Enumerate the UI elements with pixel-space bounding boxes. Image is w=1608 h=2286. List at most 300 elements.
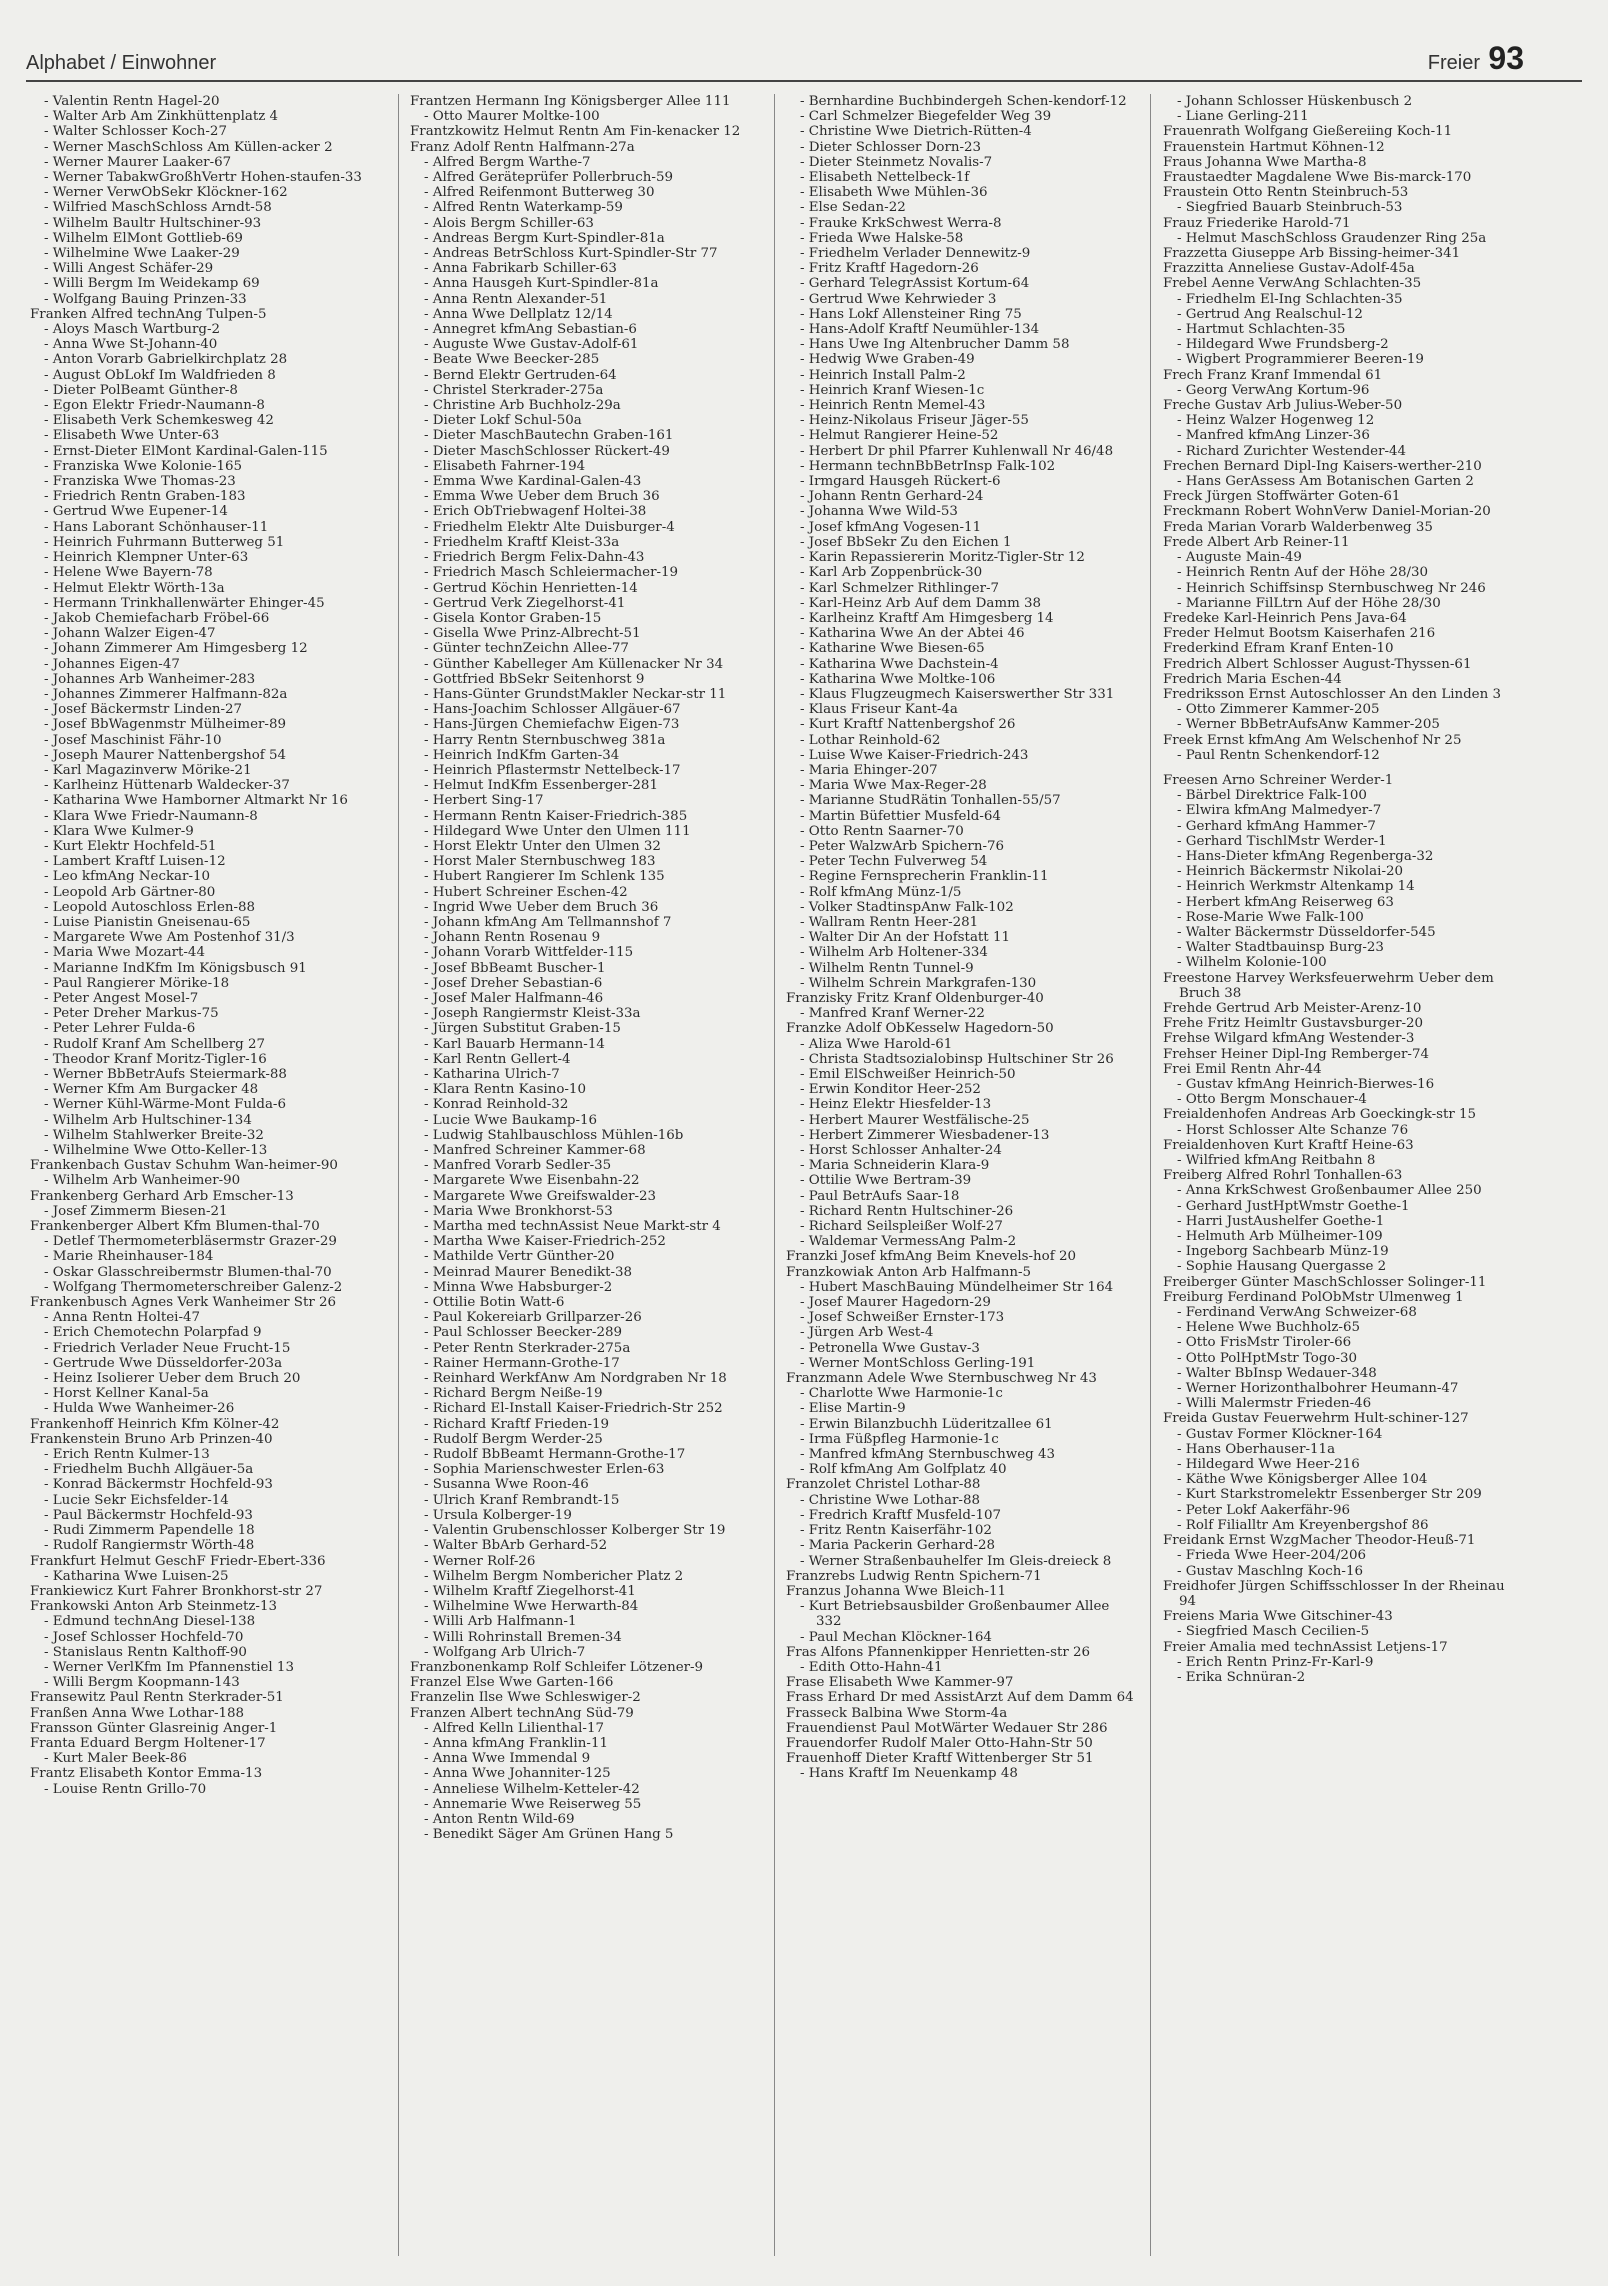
- directory-entry: Franzel Else Wwe Garten-166: [410, 1675, 614, 1691]
- directory-entry: - Otto PolHptMstr Togo-30: [1177, 1350, 1358, 1366]
- directory-entry: - Wilhelm Bergm Nombericher Platz 2: [424, 1568, 684, 1584]
- directory-entry: - Walter Schlosser Koch-27: [44, 124, 227, 140]
- directory-entry: - Sophia Marienschwester Erlen-63: [424, 1462, 665, 1478]
- directory-entry: - Alfred Rentn Waterkamp-59: [424, 200, 623, 216]
- directory-entry: - Alfred Reifenmont Butterweg 30: [424, 185, 655, 201]
- directory-entry: - Harri JustAushelfer Goethe-1: [1177, 1213, 1385, 1229]
- directory-entry: - Anneliese Wilhelm-Ketteler-42: [424, 1781, 640, 1797]
- directory-entry: - Werner Kühl-Wärme-Mont Fulda-6: [44, 1097, 286, 1113]
- directory-entry: - Annemarie Wwe Reiserweg 55: [424, 1796, 642, 1812]
- directory-entry: - Kurt Betriebsausbilder Großenbaumer Allee 332: [800, 1599, 1110, 1630]
- directory-entry: - Josef BbWagenmstr Mülheimer-89: [44, 717, 286, 733]
- directory-entry: Franzelin Ilse Wwe Schleswiger-2: [410, 1690, 641, 1706]
- directory-entry: - Konrad Bäckermstr Hochfeld-93: [44, 1477, 273, 1493]
- directory-entry: - Emil ElSchweißer Heinrich-50: [800, 1067, 1016, 1082]
- directory-entry: - Peter Lokf Aakerfähr-96: [1177, 1502, 1350, 1518]
- directory-entry: - Hubert Schreiner Eschen-42: [424, 884, 628, 900]
- directory-entry: - Karin Repassiererin Moritz-Tigler-Str 12: [800, 550, 1085, 566]
- directory-entry: - Heinrich Fuhrmann Butterweg 51: [44, 534, 285, 550]
- directory-entry: - Margarete Wwe Eisenbahn-22: [424, 1173, 640, 1189]
- directory-entry: - Hubert Rangierer Im Schlenk 135: [424, 869, 665, 885]
- directory-entry: - Otto Maurer Moltke-100: [424, 109, 600, 125]
- directory-entry: - Joseph Maurer Nattenbergshof 54: [44, 747, 287, 763]
- directory-entry: Frehse Wilgard kfmAng Westender-3: [1163, 1031, 1415, 1047]
- directory-entry: - Margarete Wwe Greifswalder-23: [424, 1188, 657, 1204]
- directory-entry: - Hildegard Wwe Heer-216: [1177, 1457, 1360, 1473]
- directory-entry: Franzus Johanna Wwe Bleich-11: [786, 1583, 1007, 1599]
- directory-entry: - Joseph Rangiermstr Kleist-33a: [424, 1006, 641, 1022]
- directory-entry: - Heinrich Werkmstr Altenkamp 14: [1177, 879, 1415, 895]
- directory-entry: - Herbert Maurer Westfälische-25: [800, 1112, 1030, 1128]
- directory-entry: - Klara Rentn Kasino-10: [424, 1082, 586, 1098]
- directory-entry: Freida Gustav Feuerwehrm Hult-schiner-127: [1163, 1411, 1469, 1427]
- directory-entry: - Ferdinand VerwAng Schweizer-68: [1177, 1305, 1417, 1321]
- directory-entry: - Richard Kraftf Frieden-19: [424, 1416, 610, 1432]
- directory-entry: - Johann Rentn Gerhard-24: [800, 489, 984, 505]
- directory-entry: - Walter BbArb Gerhard-52: [424, 1538, 608, 1554]
- directory-entry: - Werner BbBetrAufsAnw Kammer-205: [1177, 717, 1440, 733]
- directory-entry: - Fritz Kraftf Hagedorn-26: [800, 261, 979, 277]
- directory-entry: - Walter BbInsp Wedauer-348: [1177, 1365, 1377, 1381]
- directory-entry: - Karl Rentn Gellert-4: [424, 1051, 571, 1067]
- directory-entry: - Martha Wwe Kaiser-Friedrich-252: [424, 1234, 666, 1250]
- directory-entry: - Maria Schneiderin Klara-9: [800, 1158, 990, 1174]
- directory-entry: - Dieter MaschBautechn Graben-161: [424, 428, 674, 444]
- directory-entry: - Wilhelmine Wwe Laaker-29: [44, 246, 240, 262]
- directory-entry: - Rolf kfmAng Am Golfplatz 40: [800, 1462, 1007, 1478]
- directory-entry: - Horst Schlosser Alte Schanze 76: [1177, 1122, 1409, 1138]
- directory-entry: Freesen Arno Schreiner Werder-1: [1163, 772, 1394, 788]
- directory-entry: Freiburg Ferdinand PolObMstr Ulmenweg 1: [1163, 1289, 1464, 1305]
- directory-entry: - Katharina Wwe Moltke-106: [800, 671, 996, 687]
- directory-entry: Fraus Johanna Wwe Martha-8: [1163, 154, 1367, 170]
- directory-entry: Frankowski Anton Arb Steinmetz-13: [30, 1599, 277, 1615]
- directory-entry: - Lambert Kraftf Luisen-12: [44, 854, 226, 870]
- directory-entry: - Wallram Rentn Heer-281: [800, 914, 979, 930]
- directory-entry: - Ulrich Kranf Rembrandt-15: [424, 1492, 620, 1508]
- directory-entry: - Josef Maurer Hagedorn-29: [800, 1295, 991, 1311]
- directory-entry: - Hans-Dieter kfmAng Regenberga-32: [1177, 848, 1434, 864]
- directory-entry: Franzisky Fritz Kranf Oldenburger-40: [786, 990, 1044, 1006]
- directory-entry: Freialdenhoven Kurt Kraftf Heine-63: [1163, 1137, 1414, 1153]
- directory-entry: Freialdenhofen Andreas Arb Goeckingk-str 15: [1163, 1107, 1477, 1123]
- directory-entry: - Anton Vorarb Gabrielkirchplatz 28: [44, 352, 288, 368]
- directory-entry: - Anna kfmAng Franklin-11: [424, 1735, 608, 1751]
- directory-entry: Frasseck Balbina Wwe Storm-4a: [786, 1705, 1008, 1721]
- directory-entry: Frankenbach Gustav Schuhm Wan-heimer-90: [30, 1158, 338, 1174]
- directory-entry: - Marianne IndKfm Im Königsbusch 91: [44, 960, 307, 976]
- directory-entry: - Gertrud Verk Ziegelhorst-41: [424, 595, 626, 611]
- directory-entry: Franzen Albert technAng Süd-79: [410, 1705, 634, 1721]
- directory-entry: - Friedrich Verlader Neue Frucht-15: [44, 1340, 291, 1356]
- directory-entry: - Bärbel Direktrice Falk-100: [1177, 788, 1367, 804]
- directory-entry: Frehe Fritz Heimltr Gustavsburger-20: [1163, 1016, 1424, 1032]
- directory-entry: - Willi Arb Halfmann-1: [424, 1614, 577, 1630]
- directory-entry: - Elise Martin-9: [800, 1401, 906, 1417]
- directory-entry: - Josef Bäckermstr Linden-27: [44, 702, 243, 718]
- directory-entry: - Annegret kfmAng Sebastian-6: [424, 322, 637, 338]
- directory-entry: Fras Alfons Pfannenkipper Henrietten-str 26: [786, 1644, 1091, 1660]
- column-divider: [1150, 94, 1151, 2256]
- directory-entry: - Richard Rentn Hultschiner-26: [800, 1203, 1014, 1219]
- directory-entry: Frede Albert Arb Reiner-11: [1163, 534, 1350, 550]
- directory-entry: - Klara Wwe Kulmer-9: [44, 823, 194, 839]
- directory-entry: - Volker StadtinspAnw Falk-102: [800, 899, 1014, 915]
- directory-entry: - Wilhelm ElMont Gottlieb-69: [44, 230, 243, 246]
- directory-entry: Frechen Bernard Dipl-Ing Kaisers-werther-210: [1163, 458, 1482, 474]
- directory-entry: - Dieter MaschSchlosser Rückert-49: [424, 443, 670, 459]
- directory-entry: - Ingeborg Sachbearb Münz-19: [1177, 1244, 1389, 1260]
- directory-entry: - Friedhelm El-Ing Schlachten-35: [1177, 291, 1403, 307]
- directory-entry: Franßen Anna Wwe Lothar-188: [30, 1705, 245, 1721]
- directory-entry: - Karlheinz Kraftf Am Himgesberg 14: [800, 610, 1054, 626]
- directory-entry: - Else Sedan-22: [800, 200, 906, 216]
- directory-entry: - Hans-Günter GrundstMakler Neckar-str 11: [424, 686, 727, 702]
- directory-entry: - Werner MaschSchloss Am Küllen-acker 2: [44, 139, 333, 155]
- directory-entry: - Otto FrisMstr Tiroler-66: [1177, 1335, 1352, 1351]
- directory-entry: Franta Eduard Bergm Holtener-17: [30, 1735, 266, 1751]
- directory-entry: - Susanna Wwe Roon-46: [424, 1477, 589, 1493]
- directory-entry: - Charlotte Wwe Harmonie-1c: [800, 1386, 1003, 1402]
- running-keyword: Freier: [1427, 52, 1480, 74]
- directory-column-1: [30, 94, 380, 2262]
- directory-entry: Frantzkowitz Helmut Rentn Am Fin-kenacker 12: [410, 124, 741, 140]
- directory-entry: - Carl Schmelzer Biegefelder Weg 39: [800, 109, 1052, 125]
- directory-entry: Frauendienst Paul MotWärter Wedauer Str 286: [786, 1720, 1108, 1736]
- directory-entry: - Karl Schmelzer Rithlinger-7: [800, 580, 1000, 596]
- directory-entry: - Friedrich Bergm Felix-Dahn-43: [424, 550, 645, 566]
- directory-entry: - Hans-Jürgen Chemiefachw Eigen-73: [424, 717, 680, 733]
- directory-entry: - Johannes Arb Wanheimer-283: [44, 671, 256, 687]
- directory-entry: - Liane Gerling-211: [1177, 109, 1309, 125]
- directory-entry: Freckmann Robert WohnVerw Daniel-Morian-20: [1163, 504, 1491, 520]
- directory-entry: Fredrich Albert Schlosser August-Thyssen-61: [1163, 656, 1472, 672]
- directory-entry: - Hans Laborant Schönhauser-11: [44, 519, 269, 535]
- directory-entry: - Paul Rangierer Mörike-18: [44, 975, 230, 991]
- directory-entry: - Hubert MaschBauing Mündelheimer Str 164: [800, 1279, 1114, 1295]
- directory-entry: - August ObLokf Im Waldfrieden 8: [44, 367, 276, 383]
- directory-entry: - Elisabeth Wwe Mühlen-36: [800, 185, 988, 201]
- directory-entry: - Willi Bergm Koopmann-143: [44, 1675, 240, 1691]
- directory-entry: - Paul BetrAufs Saar-18: [800, 1188, 960, 1204]
- directory-entry: - Aloys Masch Wartburg-2: [44, 322, 221, 338]
- directory-entry: Fredrich Maria Eschen-44: [1163, 671, 1342, 687]
- directory-entry: - Johannes Eigen-47: [44, 656, 180, 672]
- directory-entry: - Alois Bergm Schiller-63: [424, 215, 594, 231]
- directory-entry: Freder Helmut Bootsm Kaiserhafen 216: [1163, 626, 1436, 642]
- directory-entry: - Walter Arb Am Zinkhüttenplatz 4: [44, 109, 279, 125]
- directory-entry: - Katharina Wwe An der Abtei 46: [800, 626, 1025, 642]
- directory-entry: - Johann kfmAng Am Tellmannshof 7: [424, 914, 672, 930]
- directory-entry: Frankenstein Bruno Arb Prinzen-40: [30, 1431, 273, 1447]
- directory-entry: - Kurt Starkstromelektr Essenberger Str 209: [1177, 1487, 1482, 1503]
- directory-entry: - Heinz Elektr Hiesfelder-13: [800, 1097, 992, 1113]
- directory-column-4: [1163, 94, 1513, 2262]
- directory-entry: - Elisabeth Wwe Unter-63: [44, 428, 220, 444]
- directory-entry: - Frieda Wwe Halske-58: [800, 230, 964, 246]
- directory-entry: Frankenbusch Agnes Verk Wanheimer Str 26: [30, 1295, 337, 1311]
- directory-entry: - Leopold Autoschloss Erlen-88: [44, 899, 256, 915]
- directory-entry: - Erwin Konditor Heer-252: [800, 1082, 981, 1098]
- header-rule: [26, 80, 1582, 82]
- directory-entry: - Katharina Wwe Hamborner Altmarkt Nr 16: [44, 793, 348, 809]
- directory-entry: - Helene Wwe Buchholz-65: [1177, 1320, 1360, 1336]
- directory-entry: - Oskar Glasschreibermstr Blumen-thal-70: [44, 1264, 332, 1280]
- directory-entry: - Manfred kfmAng Linzer-36: [1177, 428, 1370, 444]
- directory-entry: - Maria Wwe Mozart-44: [44, 945, 205, 961]
- directory-entry: - Josef Schweißer Ernster-173: [800, 1310, 1005, 1326]
- directory-entry: - Anna KrkSchwest Großenbaumer Allee 250: [1177, 1183, 1482, 1199]
- directory-entry: - Helmut MaschSchloss Graudenzer Ring 25a: [1177, 230, 1487, 246]
- directory-entry: - Rudolf Kranf Am Schellberg 27: [44, 1036, 266, 1052]
- directory-entry: - Werner Kfm Am Burgacker 48: [44, 1082, 259, 1098]
- directory-entry: Freidhofer Jürgen Schiffsschlosser In der Rheinau 94: [1163, 1578, 1505, 1609]
- directory-entry: - Helmut Elektr Wörth-13a: [44, 580, 225, 596]
- directory-entry: - Hermann technBbBetrInsp Falk-102: [800, 458, 1056, 474]
- directory-entry: - Wilfried MaschSchloss Arndt-58: [44, 200, 272, 216]
- directory-entry: - Ernst-Dieter ElMont Kardinal-Galen-115: [44, 443, 328, 459]
- directory-entry: - Harry Rentn Sternbuschweg 381a: [424, 732, 666, 748]
- directory-entry: - Christine Wwe Dietrich-Rütten-4: [800, 124, 1032, 140]
- directory-entry: Franzke Adolf ObKesselw Hagedorn-50: [786, 1021, 1054, 1037]
- directory-entry: - Manfred Schreiner Kammer-68: [424, 1143, 646, 1159]
- directory-column-3: [786, 94, 1136, 2262]
- directory-entry: - Horst Elektr Unter den Ulmen 32: [424, 838, 661, 854]
- directory-entry: - Irmgard Hausgeh Rückert-6: [800, 474, 1001, 490]
- directory-entry: - Peter Lehrer Fulda-6: [44, 1021, 196, 1037]
- directory-entry: - Helmuth Arb Mülheimer-109: [1177, 1229, 1383, 1245]
- directory-entry: - Gottfried BbSekr Seitenhorst 9: [424, 671, 645, 687]
- directory-entry: - Hermann Rentn Kaiser-Friedrich-385: [424, 808, 688, 824]
- directory-entry: Franzmann Adele Wwe Sternbuschweg Nr 43: [786, 1371, 1097, 1387]
- directory-entry: Freiberger Günter MaschSchlosser Solinger-11: [1163, 1274, 1487, 1290]
- directory-entry: - Hans-Joachim Schlosser Allgäuer-67: [424, 702, 681, 718]
- directory-entry: - Heinz-Nikolaus Friseur Jäger-55: [800, 413, 1029, 429]
- directory-entry: Frantzen Hermann Ing Königsberger Allee 111: [410, 94, 731, 109]
- directory-entry: - Fredrich Kraftf Musfeld-107: [800, 1507, 1001, 1523]
- directory-entry: - Georg VerwAng Kortum-96: [1177, 382, 1370, 398]
- directory-entry: - Gertrud Ang Realschul-12: [1177, 306, 1363, 322]
- directory-entry: - Hildegard Wwe Unter den Ulmen 111: [424, 823, 691, 839]
- directory-entry: Franzki Josef kfmAng Beim Knevels-hof 20: [786, 1249, 1076, 1265]
- directory-entry: Frauenstein Hartmut Köhnen-12: [1163, 139, 1385, 155]
- directory-entry: - Wilhelm Arb Wanheimer-90: [44, 1173, 241, 1189]
- directory-entry: - Erich Chemotechn Polarpfad 9: [44, 1325, 262, 1341]
- directory-entry: - Johann Zimmerer Am Himgesberg 12: [44, 641, 308, 657]
- directory-entry: - Edith Otto-Hahn-41: [800, 1659, 943, 1675]
- directory-entry: - Katharina Ulrich-7: [424, 1067, 560, 1082]
- directory-entry: Frehser Heiner Dipl-Ing Remberger-74: [1163, 1046, 1429, 1062]
- directory-entry: - Maria Wwe Max-Reger-28: [800, 778, 987, 794]
- directory-entry: - Paul Rentn Schenkendorf-12: [1177, 747, 1380, 763]
- directory-entry: - Elwira kfmAng Malmedyer-7: [1177, 803, 1382, 819]
- directory-entry: - Heinrich Pflastermstr Nettelbeck-17: [424, 762, 681, 778]
- directory-entry: Frederkind Efram Kranf Enten-10: [1163, 641, 1394, 657]
- directory-entry: - Werner TabakwGroßhVertr Hohen-staufen-33: [44, 170, 362, 186]
- directory-entry: Freche Gustav Arb Julius-Weber-50: [1163, 398, 1403, 414]
- directory-entry: - Günter technZeichn Allee-77: [424, 641, 629, 657]
- directory-entry: - Luise Pianistin Gneisenau-65: [44, 914, 251, 930]
- directory-entry: - Peter Rentn Sterkrader-275a: [424, 1340, 631, 1356]
- directory-entry: - Heinrich Schiffsinsp Sternbuschweg Nr 246: [1177, 580, 1486, 596]
- directory-entry: - Anna Wwe Immendal 9: [424, 1751, 591, 1767]
- directory-entry: - Marianne FilLtrn Auf der Höhe 28/30: [1177, 595, 1441, 611]
- directory-entry: - Reinhard WerkfAnw Am Nordgraben Nr 18: [424, 1371, 727, 1387]
- directory-entry: - Anton Rentn Wild-69: [424, 1811, 575, 1827]
- directory-entry: - Gisella Wwe Prinz-Albrecht-51: [424, 626, 641, 642]
- directory-entry: Freidank Ernst WzgMacher Theodor-Heuß-71: [1163, 1533, 1476, 1549]
- directory-entry: - Heinrich IndKfm Garten-34: [424, 747, 620, 763]
- directory-entry: - Gerhard kfmAng Hammer-7: [1177, 818, 1376, 834]
- directory-entry: - Erika Schnüran-2: [1177, 1669, 1306, 1685]
- directory-entry: - Josef Zimmerm Biesen-21: [44, 1203, 228, 1219]
- directory-entry: - Elisabeth Nettelbeck-1f: [800, 170, 970, 186]
- directory-entry: - Hermann Trinkhallenwärter Ehinger-45: [44, 595, 325, 611]
- directory-entry: - Wigbert Programmierer Beeren-19: [1177, 352, 1424, 368]
- directory-entry: - Rudolf Rangiermstr Wörth-48: [44, 1538, 255, 1554]
- directory-entry: - Hulda Wwe Wanheimer-26: [44, 1401, 235, 1417]
- directory-entry: - Stanislaus Rentn Kalthoff-90: [44, 1644, 247, 1660]
- directory-entry: Franzolet Christel Lothar-88: [786, 1477, 981, 1493]
- directory-entry: - Konrad Reinhold-32: [424, 1097, 569, 1113]
- directory-entry: - Meinrad Maurer Benedikt-38: [424, 1264, 633, 1280]
- directory-entry: - Anna Wwe Dellplatz 12/14: [424, 306, 613, 322]
- directory-entry: - Wilhelm Schrein Markgrafen-130: [800, 975, 1037, 991]
- directory-entry: Fransewitz Paul Rentn Sterkrader-51: [30, 1690, 284, 1706]
- directory-entry: - Gerhard JustHptWmstr Goethe-1: [1177, 1198, 1410, 1214]
- directory-entry: - Johanna Wwe Wild-53: [800, 504, 958, 520]
- directory-entry: - Heinrich Rentn Auf der Höhe 28/30: [1177, 565, 1429, 581]
- directory-entry: Frazzitta Anneliese Gustav-Adolf-45a: [1163, 261, 1415, 277]
- directory-entry: - Dieter PolBeamt Günther-8: [44, 382, 238, 398]
- directory-entry: - Ursula Kolberger-19: [424, 1507, 572, 1523]
- directory-entry: - Rainer Hermann-Grothe-17: [424, 1355, 620, 1371]
- directory-entry: - Paul Bäckermstr Hochfeld-93: [44, 1507, 253, 1523]
- directory-entry: - Peter WalzwArb Spichern-76: [800, 838, 1005, 854]
- directory-entry: Fransson Günter Glasreinig Anger-1: [30, 1720, 278, 1736]
- directory-entry: - Hildegard Wwe Frundsberg-2: [1177, 337, 1389, 353]
- directory-entry: - Hartmut Schlachten-35: [1177, 322, 1346, 338]
- directory-entry: - Siegfried Masch Cecilien-5: [1177, 1624, 1370, 1640]
- directory-entry: - Johann Rentn Rosenau 9: [424, 930, 601, 946]
- directory-entry: - Jürgen Arb West-4: [800, 1325, 934, 1341]
- directory-entry: - Walter Stadtbauinsp Burg-23: [1177, 940, 1384, 956]
- directory-entry: - Luise Wwe Kaiser-Friedrich-243: [800, 747, 1029, 763]
- directory-entry: Frankfurt Helmut GeschF Friedr-Ebert-336: [30, 1553, 326, 1569]
- directory-entry: - Friedhelm Verlader Dennewitz-9: [800, 246, 1031, 262]
- directory-entry: - Katharina Wwe Luisen-25: [44, 1568, 229, 1584]
- directory-entry: - Katharina Wwe Dachstein-4: [800, 656, 999, 672]
- directory-entry: - Paul Schlosser Beecker-289: [424, 1325, 623, 1341]
- directory-entry: - Josef BbBeamt Buscher-1: [424, 960, 606, 976]
- directory-entry: - Erich Rentn Kulmer-13: [44, 1447, 210, 1463]
- directory-entry: - Ottilie Botin Watt-6: [424, 1295, 565, 1311]
- directory-entry: - Gertrud Wwe Kehrwieder 3: [800, 291, 997, 307]
- directory-entry: - Mathilde Vertr Günther-20: [424, 1249, 615, 1265]
- directory-entry: - Christine Arb Buchholz-29a: [424, 398, 621, 414]
- directory-entry: - Herbert Dr phil Pfarrer Kuhlenwall Nr 46/48: [800, 443, 1114, 459]
- directory-entry: - Beate Wwe Beecker-285: [424, 352, 600, 368]
- directory-entry: - Marianne StudRätin Tonhallen-55/57: [800, 793, 1061, 809]
- directory-entry: - Franziska Wwe Thomas-23: [44, 474, 236, 490]
- directory-entry: - Alfred Kelln Lilienthal-17: [424, 1720, 604, 1736]
- directory-entry: - Alfred Geräteprüfer Pollerbruch-59: [424, 170, 673, 186]
- directory-entry: - Walter Dir An der Hofstatt 11: [800, 930, 1010, 946]
- directory-entry: - Gustav Former Klöckner-164: [1177, 1426, 1383, 1442]
- directory-entry: - Josef Maschinist Fähr-10: [44, 732, 222, 748]
- directory-entry: - Wilhelmine Wwe Herwarth-84: [424, 1599, 639, 1615]
- directory-entry: - Theodor Kranf Moritz-Tigler-16: [44, 1051, 267, 1067]
- directory-entry: Frauenhoff Dieter Kraftf Wittenberger Str 51: [786, 1751, 1094, 1767]
- directory-entry: - Karlheinz Hüttenarb Waldecker-37: [44, 778, 290, 794]
- directory-entry: - Hans Kraftf Im Neuenkamp 48: [800, 1766, 1018, 1782]
- directory-entry: - Fritz Rentn Kaiserfähr-102: [800, 1523, 992, 1539]
- directory-entry: - Paul Mechan Klöckner-164: [800, 1629, 992, 1645]
- directory-entry: - Ottilie Wwe Bertram-39: [800, 1173, 972, 1189]
- directory-entry: - Leo kfmAng Neckar-10: [44, 869, 211, 885]
- directory-entry: - Johann Vorarb Wittfelder-115: [424, 945, 634, 961]
- directory-entry: - Friedrich Masch Schleiermacher-19: [424, 565, 679, 581]
- directory-entry: - Auguste Main-49: [1177, 550, 1302, 566]
- directory-entry: Frehde Gertrud Arb Meister-Arenz-10: [1163, 1000, 1422, 1016]
- directory-column-2: [410, 94, 760, 2262]
- directory-entry: - Wilhelm Arb Holtener-334: [800, 945, 988, 961]
- directory-entry: - Frauke KrkSchwest Werra-8: [800, 215, 1002, 231]
- directory-entry: Fredriksson Ernst Autoschlosser An den Linden 3: [1163, 686, 1502, 702]
- directory-entry: - Hans-Adolf Kraftf Neumühler-134: [800, 322, 1040, 338]
- directory-entry: - Jakob Chemiefacharb Fröbel-66: [44, 610, 270, 626]
- directory-entry: - Rolf Filialltr Am Kreyenbergshof 86: [1177, 1517, 1429, 1533]
- directory-entry: - Gustav Maschlng Koch-16: [1177, 1563, 1363, 1579]
- directory-entry: - Otto Zimmerer Kammer-205: [1177, 702, 1380, 718]
- directory-entry: - Klara Wwe Friedr-Naumann-8: [44, 808, 258, 824]
- directory-entry: - Werner Rolf-26: [424, 1553, 536, 1569]
- directory-entry: - Emma Wwe Kardinal-Galen-43: [424, 474, 642, 490]
- directory-entry: - Gertrud Wwe Eupener-14: [44, 504, 228, 520]
- directory-entry: - Otto Rentn Saarner-70: [800, 823, 964, 839]
- directory-entry: - Richard Bergm Neiße-19: [424, 1386, 603, 1402]
- directory-entry: - Peter Dreher Markus-75: [44, 1006, 219, 1022]
- directory-entry: - Andreas Bergm Kurt-Spindler-81a: [424, 230, 665, 246]
- directory-entry: - Hans Uwe Ing Altenbrucher Damm 58: [800, 337, 1070, 353]
- directory-entry: Frauendorfer Rudolf Maler Otto-Hahn-Str 50: [786, 1735, 1093, 1751]
- directory-entry: Frase Elisabeth Wwe Kammer-97: [786, 1675, 1014, 1691]
- directory-entry: - Benedikt Säger Am Grünen Hang 5: [424, 1827, 674, 1843]
- directory-entry: Franzrebs Ludwig Rentn Spichern-71: [786, 1568, 1042, 1584]
- directory-entry: - Friedrich Rentn Graben-183: [44, 489, 246, 505]
- directory-entry: - Werner Maurer Laaker-67: [44, 154, 232, 170]
- directory-entry: - Margarete Wwe Am Postenhof 31/3: [44, 930, 295, 946]
- directory-entry: - Christel Sterkrader-275a: [424, 382, 604, 398]
- directory-entry: - Heinrich Klempner Unter-63: [44, 550, 249, 566]
- directory-entry: - Wilhelm Baultr Hultschiner-93: [44, 215, 262, 231]
- page-number: 93: [1488, 40, 1524, 76]
- directory-entry: - Wolfgang Thermometerschreiber Galenz-2: [44, 1279, 343, 1295]
- directory-entry: - Werner VerlKfm Im Pfannenstiel 13: [44, 1659, 294, 1675]
- directory-entry: - Dieter Steinmetz Novalis-7: [800, 154, 993, 170]
- directory-entry: - Werner Straßenbauhelfer Im Gleis-dreieck 8: [800, 1553, 1112, 1569]
- directory-entry: - Dieter Lokf Schul-50a: [424, 413, 582, 429]
- directory-entry: - Lucie Wwe Baukamp-16: [424, 1112, 598, 1128]
- directory-entry: - Anna Wwe Johanniter-125: [424, 1766, 611, 1782]
- directory-entry: - Waldemar VermessAng Palm-2: [800, 1234, 1017, 1250]
- directory-entry: - Wolfgang Bauing Prinzen-33: [44, 291, 247, 307]
- directory-entry: - Minna Wwe Habsburger-2: [424, 1279, 613, 1295]
- directory-entry: - Siegfried Bauarb Steinbruch-53: [1177, 200, 1403, 216]
- directory-entry: Freiberg Alfred Rohrl Tonhallen-63: [1163, 1168, 1403, 1184]
- directory-entry: - Hedwig Wwe Graben-49: [800, 352, 975, 368]
- directory-entry: - Edmund technAng Diesel-138: [44, 1614, 256, 1630]
